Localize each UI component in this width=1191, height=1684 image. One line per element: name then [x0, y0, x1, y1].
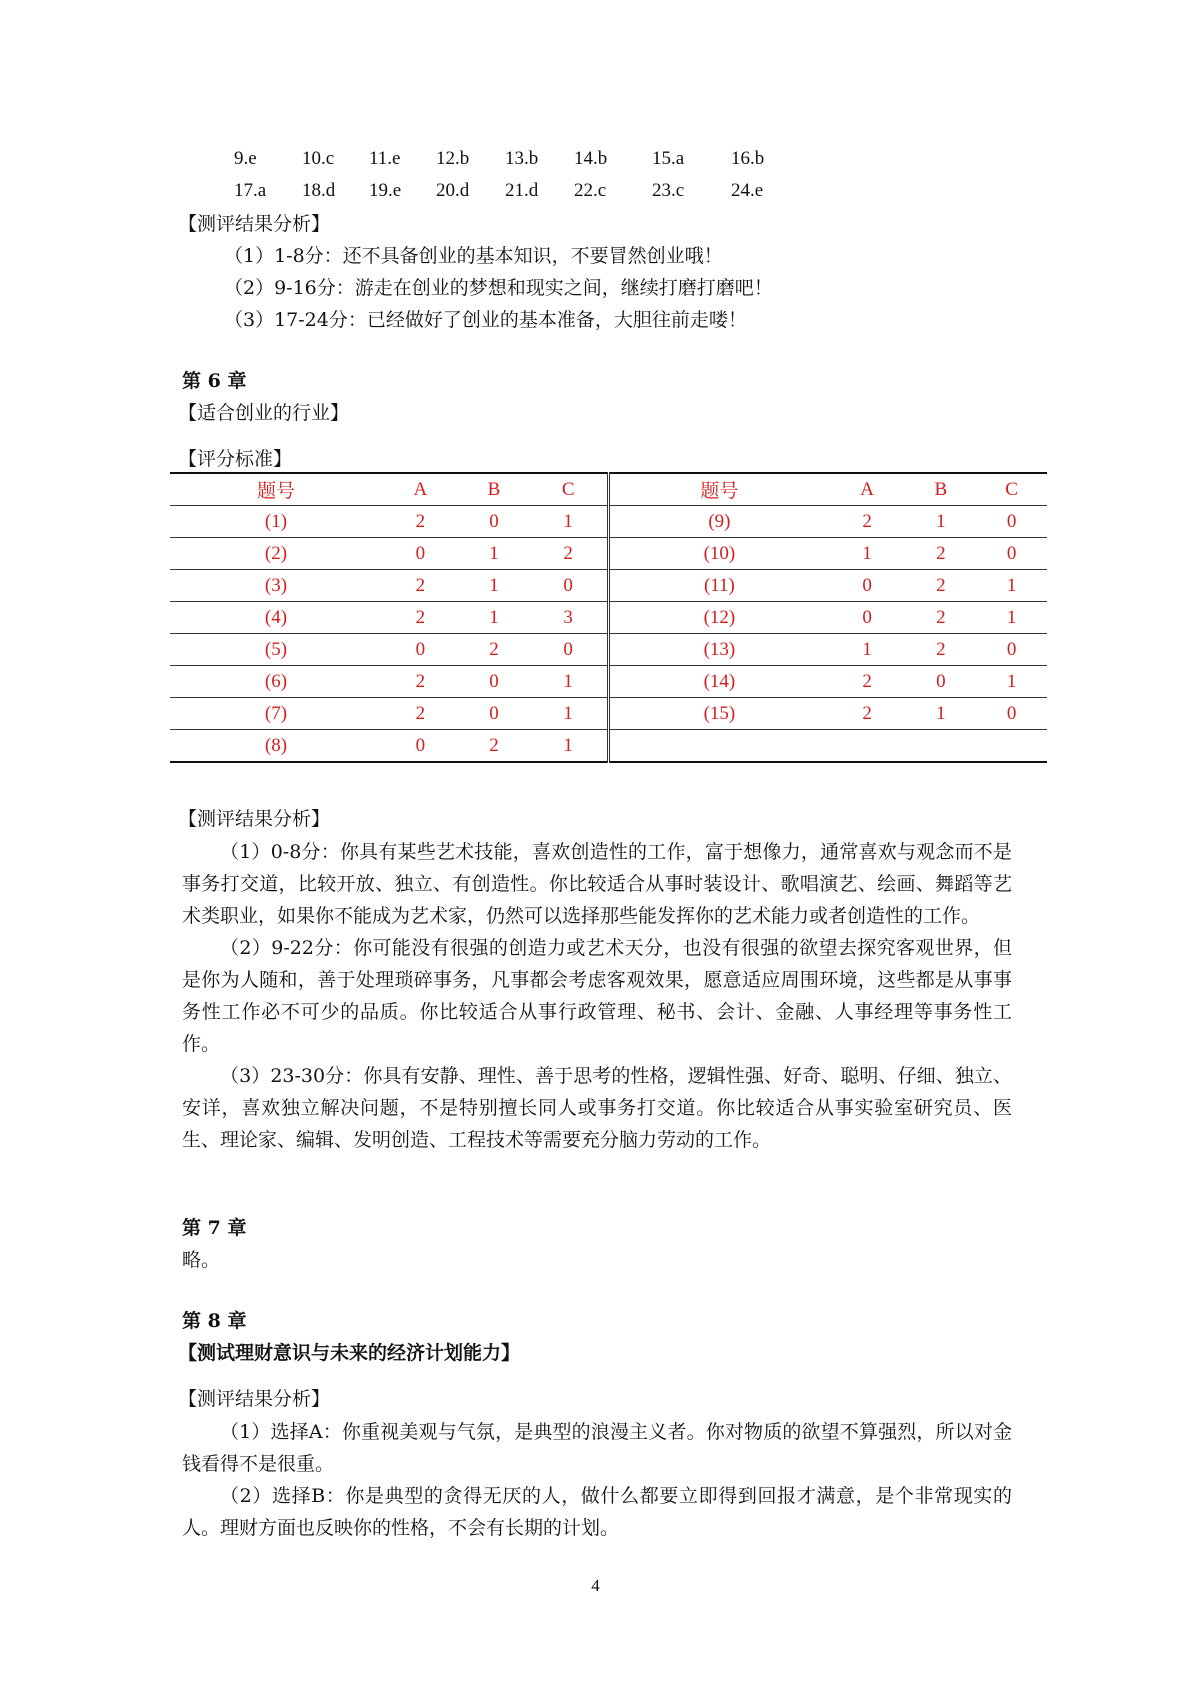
answer-item: 16.b — [731, 148, 765, 169]
answer-item: 9.e — [234, 148, 257, 169]
chapter-subtitle: 【适合创业的行业】 — [178, 402, 350, 424]
answer-item: 12.b — [436, 148, 470, 169]
table-header-cell: A — [382, 473, 459, 506]
table-cell: 0 — [459, 698, 530, 730]
table-row — [170, 666, 1047, 698]
table-cell: (14) — [608, 666, 828, 698]
table-cell: (3) — [170, 570, 382, 602]
table-cell: 1 — [976, 602, 1047, 634]
analysis-item: （2）9-16分：游走在创业的梦想和现实之间，继续打磨打磨吧！ — [224, 277, 773, 299]
table-row — [170, 698, 1047, 730]
table-cell: 2 — [905, 634, 976, 666]
table-cell: 0 — [382, 634, 459, 666]
table-cell: 0 — [829, 570, 906, 602]
table-cell: 2 — [459, 730, 530, 763]
table-cell: 2 — [829, 698, 906, 730]
answer-item: 11.e — [369, 148, 401, 169]
analysis-heading: 【测评结果分析】 — [178, 213, 331, 235]
table-cell: 2 — [382, 506, 459, 538]
table-cell: 0 — [382, 538, 459, 570]
table-cell: (7) — [170, 698, 382, 730]
table-cell: 1 — [529, 698, 608, 730]
answer-item: 15.a — [652, 148, 685, 169]
table-header-cell: 题号 — [608, 473, 828, 506]
answer-item: 23.c — [652, 180, 685, 201]
scoring-heading: 【评分标准】 — [178, 448, 293, 470]
table-header-cell: C — [976, 473, 1047, 506]
table-header-cell: B — [905, 473, 976, 506]
analysis-paragraph: （2）9-22分：你可能没有很强的创造力或艺术天分，也没有很强的欲望去探究客观世界，但是你为人随和，善于处理琐碎事务，凡事都会考虑客观效果，愿意适应周围环境，这些都是从事事务性工作必不可少的品质。你比较适合从事行政管理、秘书、会计、金融、人事经理等事务性工作。 — [182, 937, 1012, 1055]
table-cell — [976, 730, 1047, 763]
answer-item: 13.b — [505, 148, 539, 169]
answer-item: 10.c — [302, 148, 335, 169]
analysis-item: （3）17-24分：已经做好了创业的基本准备，大胆往前走喽！ — [224, 309, 747, 331]
answer-item: 14.b — [574, 148, 608, 169]
analysis-paragraph: （3）23-30分：你具有安静、理性、善于思考的性格，逻辑性强、好奇、聪明、仔细、独立、安详，喜欢独立解决问题，不是特别擅长同人或事务打交道。你比较适合从事实验室研究员、医生、理论家、编辑、发明创造、工程技术等需要充分脑力劳动的工作。 — [182, 1065, 1012, 1151]
table-cell: 2 — [905, 570, 976, 602]
table-cell: 0 — [459, 666, 530, 698]
table-cell: 1 — [905, 698, 976, 730]
table-cell: 1 — [459, 570, 530, 602]
table-cell: 2 — [829, 666, 906, 698]
analysis-heading: 【测评结果分析】 — [178, 808, 331, 830]
table-cell: 0 — [976, 634, 1047, 666]
analysis-paragraph: （2）选择B：你是典型的贪得无厌的人，做什么都要立即得到回报才满意，是个非常现实的人。理财方面也反映你的性格，不会有长期的计划。 — [182, 1485, 1012, 1539]
table-cell: (10) — [608, 538, 828, 570]
table-cell — [905, 730, 976, 763]
table-cell: 1 — [459, 602, 530, 634]
chapter-title: 第 8 章 — [182, 1310, 247, 1332]
table-cell: 0 — [976, 698, 1047, 730]
table-header-cell: C — [529, 473, 608, 506]
analysis-body — [182, 1416, 1012, 1544]
analysis-paragraph: （1）0-8分：你具有某些艺术技能，喜欢创造性的工作，富于想像力，通常喜欢与观念而不是事务打交道，比较开放、独立、有创造性。你比较适合从事时装设计、歌唱演艺、绘画、舞蹈等艺术类职业，如果你不能成为艺术家，仍然可以选择那些能发挥你的艺术能力或者创造性的工作。 — [182, 841, 1012, 927]
table-cell: 0 — [976, 538, 1047, 570]
table-cell: 3 — [529, 602, 608, 634]
table-cell: (5) — [170, 634, 382, 666]
page-number: 4 — [591, 1576, 600, 1595]
table-cell: (4) — [170, 602, 382, 634]
table-cell: 2 — [905, 602, 976, 634]
table-cell: (2) — [170, 538, 382, 570]
table-cell: 1 — [976, 570, 1047, 602]
table-header-row — [170, 473, 1047, 506]
table-cell — [608, 730, 828, 763]
answer-item: 22.c — [574, 180, 607, 201]
table-cell: 0 — [829, 602, 906, 634]
table-row — [170, 506, 1047, 538]
analysis-heading: 【测评结果分析】 — [178, 1388, 331, 1410]
table-cell: 2 — [382, 698, 459, 730]
table-cell: 2 — [529, 538, 608, 570]
analysis-paragraph: （1）选择A：你重视美观与气氛，是典型的浪漫主义者。你对物质的欲望不算强烈，所以对金钱看得不是很重。 — [182, 1421, 1012, 1475]
table-row — [170, 730, 1047, 763]
table-cell: (8) — [170, 730, 382, 763]
table-cell: (15) — [608, 698, 828, 730]
table-cell: (13) — [608, 634, 828, 666]
table-cell: 0 — [976, 506, 1047, 538]
table-cell: 2 — [905, 538, 976, 570]
table-cell: (12) — [608, 602, 828, 634]
table-cell: 0 — [459, 506, 530, 538]
answer-item: 18.d — [302, 180, 336, 201]
table-cell: 0 — [529, 570, 608, 602]
table-cell: 0 — [382, 730, 459, 763]
table-cell: 2 — [829, 506, 906, 538]
table-cell: 2 — [382, 602, 459, 634]
table-cell: (6) — [170, 666, 382, 698]
table-cell: (11) — [608, 570, 828, 602]
table-header-cell: A — [829, 473, 906, 506]
table-header-cell: 题号 — [170, 473, 382, 506]
chapter-subtitle: 【测试理财意识与未来的经济计划能力】 — [178, 1342, 521, 1364]
chapter-body: 略。 — [182, 1249, 221, 1271]
table-header-cell: B — [459, 473, 530, 506]
table-row — [170, 538, 1047, 570]
table-row — [170, 634, 1047, 666]
analysis-item: （1）1-8分：还不具备创业的基本知识，不要冒然创业哦！ — [224, 245, 723, 267]
table-cell: 0 — [905, 666, 976, 698]
table-cell: 2 — [382, 570, 459, 602]
table-cell: 1 — [976, 666, 1047, 698]
answer-item: 19.e — [369, 180, 402, 201]
analysis-body — [182, 836, 1012, 1156]
table-cell: 2 — [382, 666, 459, 698]
answer-item: 17.a — [234, 180, 267, 201]
table-cell: 1 — [529, 506, 608, 538]
table-cell: 1 — [459, 538, 530, 570]
table-cell: 1 — [529, 666, 608, 698]
table-row — [170, 570, 1047, 602]
table-cell: 2 — [459, 634, 530, 666]
answer-item: 24.e — [731, 180, 764, 201]
table-cell: (9) — [608, 506, 828, 538]
table-cell: 1 — [905, 506, 976, 538]
chapter-title: 第 6 章 — [182, 370, 247, 392]
table-cell: 1 — [529, 730, 608, 763]
answer-item: 20.d — [436, 180, 470, 201]
table-cell — [829, 730, 906, 763]
answer-item: 21.d — [505, 180, 539, 201]
table-cell: 1 — [829, 538, 906, 570]
table-cell: 0 — [529, 634, 608, 666]
chapter-title: 第 7 章 — [182, 1217, 247, 1239]
table-row — [170, 602, 1047, 634]
table-cell: 1 — [829, 634, 906, 666]
scoring-table — [170, 472, 1047, 763]
table-cell: (1) — [170, 506, 382, 538]
